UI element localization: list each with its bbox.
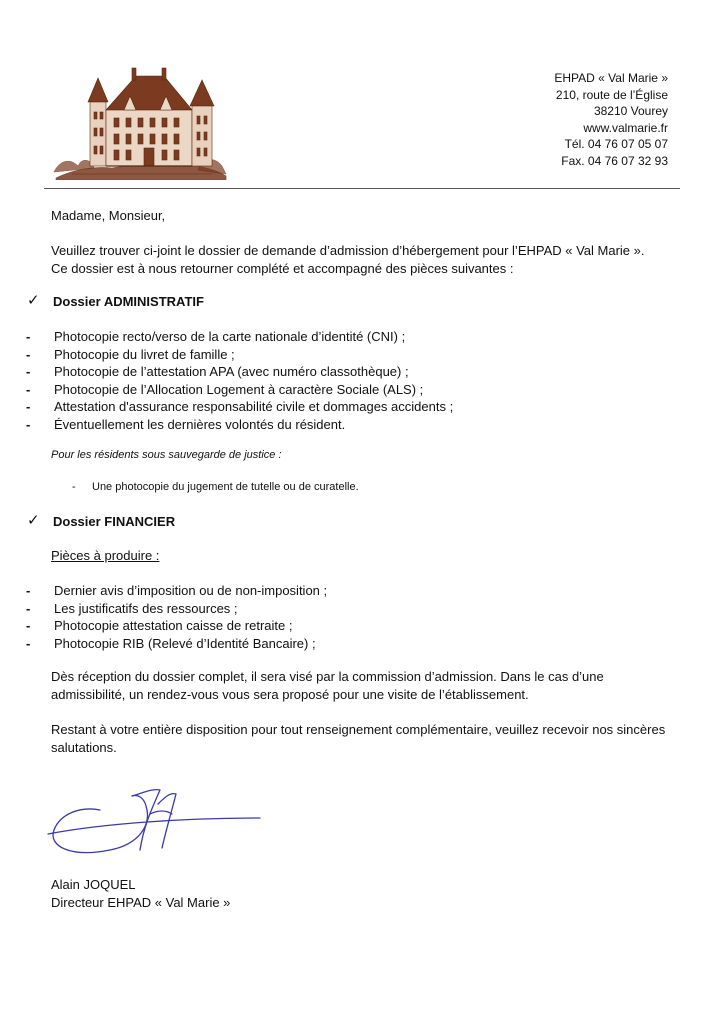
dash-bullet-icon: -	[26, 329, 31, 344]
intro-line: Veuillez trouver ci-joint le dossier de demande d’admission d’hébergement pour l’EHPAD « Val Marie ».	[51, 243, 645, 258]
checkmark-icon: ✓	[27, 292, 40, 309]
pieces-subheading: Pièces à produire :	[51, 548, 160, 563]
website-link[interactable]: www.valmarie.fr	[583, 120, 668, 135]
list-item	[26, 600, 327, 618]
signatory-name: Alain JOQUEL	[51, 877, 136, 892]
closing-paragraph: Restant à votre entière disposition pour tout renseignement complémentaire, veuillez recevoir nos sincères salutations.	[51, 722, 666, 755]
intro-line: Ce dossier est à nous retourner complété et accompagné des pièces suivantes :	[51, 261, 514, 276]
dash-bullet-icon: -	[26, 618, 31, 633]
list-item-text: Les justificatifs des ressources ;	[54, 600, 238, 616]
section-title-administratif: Dossier ADMINISTRATIF	[53, 294, 204, 309]
list-item	[26, 381, 453, 399]
list-item-text: Photocopie RIB (Relevé d’Identité Bancaire) ;	[54, 635, 316, 651]
dash-bullet-icon: -	[26, 583, 31, 598]
address-line: 210, route de l’Église	[555, 87, 668, 102]
admission-paragraph: Dès réception du dossier complet, il sera visé par la commission d’admission. Dans le cas d’une admissibilité, un rendez-vous vous sera proposé pour une visite de l’établissement.	[51, 669, 604, 702]
list-item-text: Photocopie attestation caisse de retraite ;	[54, 618, 293, 633]
checkmark-icon: ✓	[27, 512, 40, 529]
list-item	[26, 582, 327, 600]
list-item-text: Photocopie de l’Allocation Logement à caractère Sociale (ALS) ;	[54, 381, 424, 397]
castle-logo	[52, 66, 230, 180]
list-item	[26, 617, 327, 635]
list-item-text: Attestation d'assurance responsabilité civile et dommages accidents ;	[54, 399, 454, 414]
dash-bullet-icon: -	[26, 381, 31, 397]
sub-list-item	[72, 481, 359, 493]
list-item-text: Éventuellement les dernières volontés du résident.	[54, 416, 346, 432]
list-item-text: Photocopie recto/verso de la carte nationale d’identité (CNI) ;	[54, 329, 406, 344]
salutation: Madame, Monsieur,	[51, 208, 166, 223]
dash-bullet-icon: -	[26, 635, 31, 651]
dash-bullet-icon: -	[26, 346, 31, 362]
list-item	[26, 635, 327, 653]
phone-number: Tél. 04 76 07 05 07	[564, 137, 668, 151]
list-item-text: Dernier avis d’imposition ou de non-imposition ;	[54, 583, 328, 598]
dash-bullet-icon: -	[72, 481, 76, 493]
list-item-text: Photocopie de l’attestation APA (avec numéro classothèque) ;	[54, 364, 409, 379]
dash-bullet-icon: -	[26, 399, 31, 414]
dash-bullet-icon: -	[26, 364, 31, 379]
list-item-text: Photocopie du livret de famille ;	[54, 346, 235, 362]
handwritten-signature	[40, 784, 270, 866]
dash-bullet-icon: -	[26, 600, 31, 616]
header-divider	[44, 188, 680, 189]
list-item	[26, 416, 453, 434]
signatory-title: Directeur EHPAD « Val Marie »	[51, 895, 231, 910]
address-line: EHPAD « Val Marie »	[554, 71, 668, 85]
dash-bullet-icon: -	[26, 416, 31, 432]
admin-documents-list	[26, 328, 453, 433]
list-item	[26, 346, 453, 364]
financial-documents-list	[26, 582, 327, 652]
sender-address	[554, 70, 668, 169]
justice-note: Pour les résidents sous sauvegarde de justice :	[51, 449, 282, 461]
fax-number: Fax. 04 76 07 32 93	[561, 153, 668, 168]
sub-list-item-text: Une photocopie du jugement de tutelle ou de curatelle.	[92, 481, 359, 493]
list-item	[26, 398, 453, 416]
list-item	[26, 363, 453, 381]
section-title-financier: Dossier FINANCIER	[53, 514, 176, 529]
list-item	[26, 328, 453, 346]
address-line: 38210 Vourey	[593, 104, 668, 118]
